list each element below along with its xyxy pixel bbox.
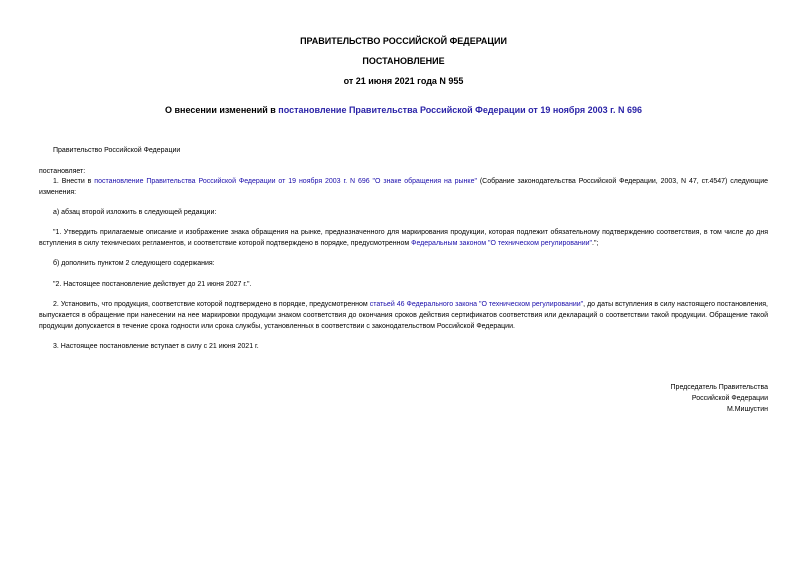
item-a: а) абзац второй изложить в следующей редакции:: [53, 209, 217, 216]
header-doc-type: ПОСТАНОВЛЕНИЕ: [362, 56, 445, 66]
header-org: ПРАВИТЕЛЬСТВО РОССИЙСКОЙ ФЕДЕРАЦИИ: [300, 36, 507, 46]
document-title: [0, 105, 807, 116]
item-2: [39, 299, 768, 332]
item-2-prefix: 2. Установить, что продукция, соответствие которой подтверждено в порядке, предусмотренном: [53, 301, 370, 308]
item-1: [39, 176, 768, 198]
title-link[interactable]: постановление Правительства Российской Федерации от 19 ноября 2003 г. N 696: [278, 105, 642, 115]
quote-1-link[interactable]: Федеральным законом "О техническом регулировании": [411, 240, 593, 247]
item-1-link[interactable]: постановление Правительства Российской Федерации от 19 ноября 2003 г. N 696 "О знаке обращения на рынке": [94, 178, 477, 185]
item-1-prefix: 1. Внести в: [53, 178, 95, 185]
quote-2: "2. Настоящее постановление действует до 21 июня 2027 г.".: [53, 281, 252, 288]
item-1-suffix: (Собрание законодательства Российской Федерации, 2003, N 47, ст.4547) следующие изменения:: [39, 178, 768, 196]
resolves-line: постановляет:: [39, 168, 86, 175]
signature-name: М.Мишустин: [726, 406, 768, 413]
gov-line: Правительство Российской Федерации: [53, 147, 181, 154]
signature-line-1: Председатель Правительства: [670, 384, 768, 391]
item-b: б) дополнить пунктом 2 следующего содержания:: [53, 260, 215, 267]
title-prefix: О внесении изменений в: [165, 105, 279, 115]
quote-1-suffix: .";: [592, 240, 599, 247]
quote-1-text: "1. Утвердить прилагаемые описание и изображение знака обращения на рынке, предназначенного для маркирования продукции, которая подлежит обязательному подтверждению соответствия, в том числе до дня вступления в силу технических регламентов, и соответствие которой подтверждено в порядке, предусмотренном: [39, 229, 768, 247]
item-2-link[interactable]: статьей 46 Федерального закона "О техническом регулировании": [369, 301, 584, 308]
header-date-number: от 21 июня 2021 года N 955: [343, 76, 464, 86]
quote-1: [39, 227, 768, 249]
signature-line-2: Российской Федерации: [691, 395, 768, 402]
item-3: 3. Настоящее постановление вступает в силу с 21 июня 2021 г.: [53, 343, 259, 350]
item-2-suffix: , до даты вступления в силу настоящего постановления, выпускается в обращение при нанесении на нее маркировки продукции знаком соответствия до окончания сроков действия сертификатов соответствия или деклараций о соответствии такой продукции. Обращение такой продукции допускается в течение срока годности или срока службы, установленных в соответствии с законодательством Российской Федерации.: [39, 301, 768, 330]
